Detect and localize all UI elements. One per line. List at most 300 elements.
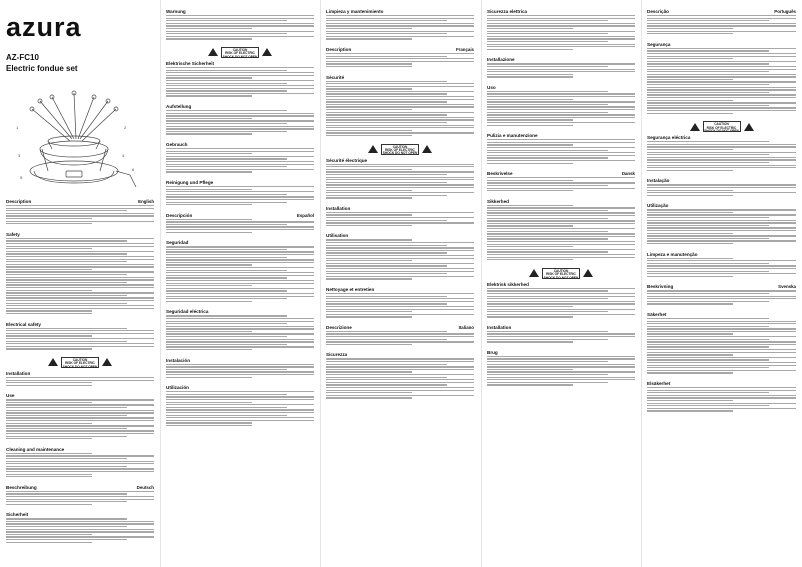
text-line [166,277,287,278]
text-line [326,58,474,59]
text-line [326,18,474,19]
text-line [647,346,769,347]
text-line [647,18,796,19]
text-line [647,79,733,80]
text-line [6,501,127,502]
text-line [647,110,796,111]
text-line [166,33,287,34]
text-line [647,276,733,277]
section-title: Sicurezza elettrica [487,9,528,14]
text-line [6,277,154,278]
text-line [326,397,412,398]
text-line [647,268,796,269]
text-line [647,397,796,398]
text-line [166,31,314,32]
text-line [6,496,154,497]
text-line [487,371,635,372]
text-line [487,233,635,234]
text-line [6,521,154,522]
text-line [326,81,447,82]
text-line [326,392,412,393]
text-line [647,349,796,350]
section-title: Utilización [166,385,189,391]
section-title: Use [6,393,15,399]
text-line [166,88,314,89]
text-line [326,135,412,136]
text-line [487,356,635,357]
text-line [166,415,287,416]
page-2 [160,0,320,567]
text-line [166,80,314,81]
text-line [647,367,769,368]
text-line [647,61,796,62]
text-line [326,374,474,375]
section-title: Limpeza e manutenção [647,251,698,257]
text-line [647,298,796,299]
text-line [647,97,796,98]
page-1-content [6,199,154,547]
text-line [166,191,314,192]
text-line [326,309,474,310]
text-line [647,265,796,266]
text-line [647,341,796,342]
text-line [647,167,796,168]
text-line [647,273,796,274]
text-line [326,336,474,337]
text-line [647,71,769,72]
text-line [166,164,314,165]
text-line [487,331,608,332]
section-title: Descrição [647,9,669,14]
text-line [487,333,635,334]
text-line [166,90,287,91]
text-line [647,94,796,95]
text-line [166,288,314,289]
text-line [166,280,314,281]
text-line [487,238,608,239]
text-line [326,271,474,272]
section-title: Segurança eléctrica [647,135,691,141]
text-line [326,63,412,64]
text-line [166,349,252,350]
text-line [326,314,474,315]
text-line [487,314,635,315]
caution-heading: CAUTION [553,268,569,273]
text-line [487,212,635,213]
text-line [6,223,92,224]
text-line [326,260,412,261]
text-line [647,100,733,101]
text-line [647,195,733,196]
text-line [6,330,154,331]
language-label: Italiano [458,324,474,330]
text-line [166,420,314,421]
text-line [6,539,127,540]
text-line [487,249,635,250]
text-line [326,344,412,345]
text-line [647,25,796,26]
text-line [6,264,154,265]
text-line [487,218,608,219]
text-line [166,189,252,190]
text-line [487,160,635,161]
text-line [647,243,733,244]
caution-label [647,121,796,132]
text-line [166,171,252,172]
section-title: Elsäkerhet [647,380,671,386]
text-line [487,28,573,29]
text-line [487,246,573,247]
caution-label [326,144,474,155]
text-line [326,166,474,167]
warning-icon [48,358,58,366]
text-line [166,339,314,340]
text-line [647,184,796,185]
text-line [6,499,154,500]
text-line [166,133,252,134]
text-line [166,394,287,395]
page-2-content [166,9,314,431]
text-line [166,15,314,16]
text-line [487,225,573,226]
text-line [166,120,314,121]
text-line [6,455,154,456]
text-line [326,101,447,102]
text-line [487,377,635,378]
text-line [6,266,154,267]
text-line [647,225,769,226]
text-line [487,358,635,359]
text-line [487,66,608,67]
language-label: Español [296,212,314,218]
text-line [647,105,769,106]
text-line [6,412,154,413]
text-line [647,362,796,363]
text-line [487,99,573,100]
text-line [487,144,573,145]
caution-heading: CAUTION [72,357,88,362]
text-line [647,87,796,88]
text-line [487,155,635,156]
text-line [326,361,474,362]
text-line [326,190,412,191]
text-line [487,157,608,158]
text-line [6,287,154,288]
text-line [487,251,608,252]
text-line [166,128,314,129]
text-line [6,410,154,411]
warning-icon [529,269,539,277]
text-line [326,301,474,302]
text-line [647,233,733,234]
text-line [647,354,733,355]
text-line [326,255,474,256]
text-line [487,288,635,289]
text-line [166,113,314,114]
text-line [647,303,733,304]
caution-subtext: RISK OF ELECTRIC SHOCK DO NOT OPEN [382,147,418,156]
text-line [166,199,314,200]
text-line [326,311,412,312]
warning-icon [102,358,112,366]
text-line [6,518,127,519]
text-line [166,221,314,222]
text-line [166,18,314,19]
text-line [6,284,154,285]
text-line [647,293,769,294]
text-line [326,273,447,274]
warning-icon [208,48,218,56]
text-line [166,254,314,255]
text-line [6,313,92,314]
text-line [166,257,287,258]
text-line [6,534,92,535]
text-line [647,113,733,114]
text-line [647,192,796,193]
text-line [647,400,733,401]
text-line [166,318,314,319]
text-line [326,263,474,264]
text-line [166,377,252,378]
caution-subtext: RISK OF ELECTRIC SHOCK DO NOT OPEN [62,361,98,369]
text-line [166,336,287,337]
text-line [326,99,474,100]
text-line [166,262,314,263]
text-line [326,187,474,188]
text-line [647,323,796,324]
text-line [166,409,314,410]
text-line [6,415,127,416]
text-line [166,38,252,39]
text-line [326,364,447,365]
text-line [166,156,314,157]
text-line [487,382,608,383]
text-line [166,285,252,286]
text-line [647,290,796,291]
text-line [6,382,92,383]
section-title: Seguridad [166,240,189,246]
text-line [326,53,474,54]
section-title: Instalação [647,178,670,184]
text-line [326,25,474,26]
section-title: Installation [6,370,31,376]
page-5-content [647,9,796,416]
text-line [487,71,635,72]
text-line [647,23,796,24]
section-title: Descripción [166,212,193,218]
text-line [166,110,287,111]
page-5 [641,0,802,567]
text-line [6,300,154,301]
text-line [326,333,474,334]
text-line [647,240,796,241]
text-line [487,369,573,370]
text-line [6,436,127,437]
text-line [647,154,769,155]
text-line [6,402,92,403]
text-line [487,15,635,16]
text-line [647,69,796,70]
text-line [487,33,608,34]
text-line [647,53,796,54]
svg-text:5: 5 [20,175,23,180]
text-line [326,268,474,269]
section-title: Elektrische Sicherheit [166,60,215,66]
text-line [6,536,154,537]
text-line [487,241,635,242]
section-title: Description [6,199,32,204]
language-label: Deutsch [136,484,154,490]
text-line [326,331,447,332]
section-title: Installation [487,324,512,330]
text-line [326,174,447,175]
section-title: Descrizione [326,324,352,330]
text-line [6,335,92,336]
text-line [6,248,92,249]
text-line [326,28,412,29]
section-title: Instalación [166,357,190,363]
text-line [166,293,314,294]
text-line [326,379,474,380]
text-line [166,166,287,167]
text-line [6,303,127,304]
text-line [647,318,769,319]
warning-icon [368,145,378,153]
text-line [487,18,635,19]
section-title: Nettoyage et entretien [326,286,375,292]
text-line [326,114,447,115]
text-line [326,298,474,299]
text-line [487,223,635,224]
text-line [6,274,127,275]
text-line [647,15,796,16]
text-line [647,81,796,82]
text-line [166,95,252,96]
text-line [647,405,769,406]
text-line [326,96,474,97]
text-line [326,61,474,62]
text-line [487,125,573,126]
text-line [166,315,287,316]
text-line [166,290,287,291]
text-line [326,247,474,248]
section-title: Installation [326,205,351,211]
svg-text:1: 1 [16,125,19,130]
text-line [166,219,252,220]
text-line [647,187,796,188]
text-line [326,182,447,183]
text-line [326,197,412,198]
text-line [166,158,287,159]
caution-heading: CAUTION [392,144,408,149]
text-line [487,379,635,380]
text-line [326,20,447,21]
text-line [647,66,796,67]
text-line [166,283,314,284]
text-line [166,115,314,116]
text-line [6,221,154,222]
text-line [647,344,796,345]
text-line [487,207,635,208]
text-line [166,77,252,78]
text-line [326,222,474,223]
warning-icon [422,145,432,153]
text-line [647,33,733,34]
text-line [166,83,287,84]
text-line [326,258,474,259]
text-line [326,125,474,126]
text-line [487,228,635,229]
text-line [487,364,635,365]
text-line [647,141,769,142]
text-line [647,403,796,404]
text-line [326,38,412,39]
text-line [166,20,287,21]
text-line [326,296,447,297]
text-line [326,377,447,378]
text-line [647,357,796,358]
text-line [487,163,573,164]
text-line [647,359,769,360]
text-line [166,391,314,392]
text-line [487,384,573,385]
text-line [487,119,573,120]
text-line [6,417,154,418]
text-line [487,23,635,24]
text-line [487,139,635,140]
caution-subtext: RISK OF ELECTRIC SHOCK DO NOT OPEN [704,125,739,133]
text-line [487,220,635,221]
text-line [6,420,154,421]
text-line [487,336,635,337]
text-line [647,92,769,93]
text-line [166,396,314,397]
text-line [487,257,635,258]
text-line [6,341,127,342]
text-line [487,25,635,26]
text-line [326,31,474,32]
text-line [487,296,635,297]
text-line [647,214,796,215]
text-line [326,220,447,221]
text-line [647,159,796,160]
text-line [487,44,635,45]
text-line [166,161,314,162]
text-line [487,142,635,143]
text-line [166,246,314,247]
text-line [326,303,447,304]
text-line [6,346,154,347]
text-line [326,316,412,317]
text-line [166,272,314,273]
text-line [487,259,573,260]
text-line [166,28,252,29]
text-line [326,195,447,196]
text-line [166,251,314,252]
text-line [166,328,314,329]
text-line [6,407,127,408]
section-title: Sécurité électrique [326,157,368,163]
text-line [647,149,733,150]
text-line [6,343,154,344]
page-1 [0,0,160,567]
text-line [166,369,287,370]
text-line [6,476,92,477]
section-title: Beschreibung [6,484,37,490]
text-line [166,36,314,37]
text-line [6,338,154,339]
text-line [166,402,252,403]
